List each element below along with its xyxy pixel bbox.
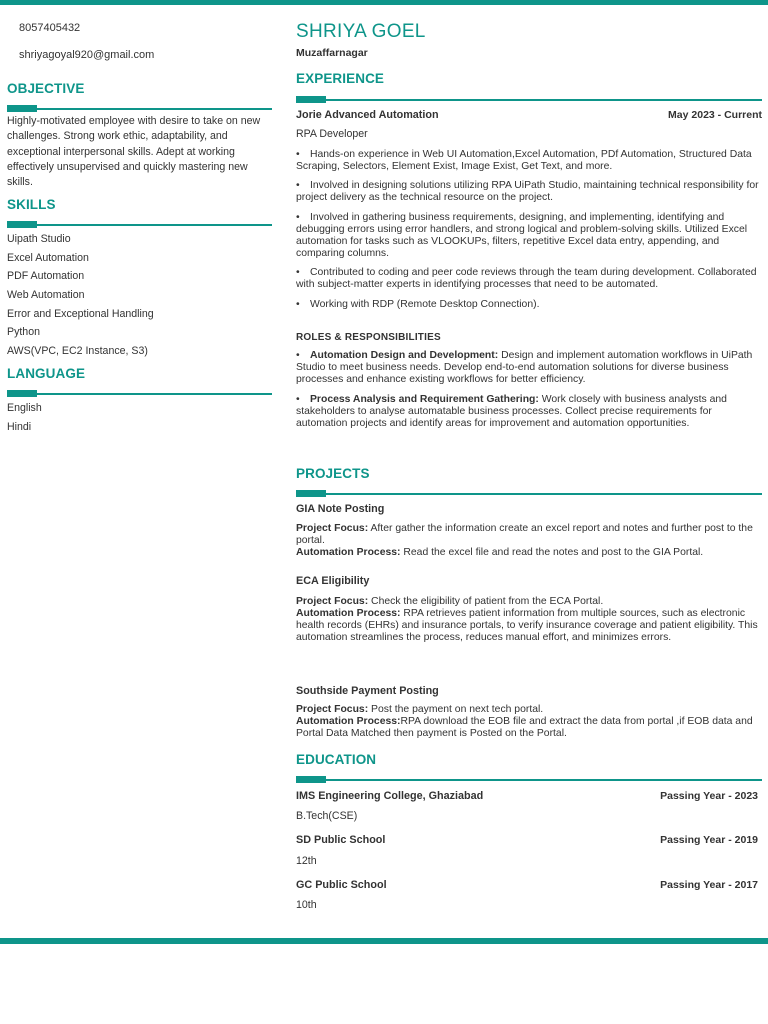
skills-title: SKILLS	[7, 197, 56, 212]
bullet-dot: •	[296, 299, 300, 310]
degree: 12th	[296, 855, 317, 867]
skills-rule	[7, 224, 272, 226]
role-text: Work closely with business analysts and stakeholders to analyse automatable business processes. Collect precise requirements for automation projects and identify areas for improvement and automation opportunities.	[296, 394, 727, 429]
language-title: LANGUAGE	[7, 366, 86, 381]
role-label: Process Analysis and Requirement Gathering:	[310, 394, 539, 405]
role-bullet	[296, 350, 760, 386]
project-focus-label: Project Focus:	[296, 596, 369, 607]
project-focus-text: After gather the information create an excel report and notes and further post to the portal.	[296, 523, 753, 546]
candidate-name: SHRIYA GOEL	[296, 21, 426, 42]
project-details	[296, 523, 760, 559]
language-item: Hindi	[7, 420, 32, 433]
bullet-text: Working with RDP (Remote Desktop Connection).	[310, 299, 540, 310]
bullet-text: Hands-on experience in Web UI Automation,Excel Automation, PDf Automation, Structured Data Scraping, Selectors, Element Exist, Image Exist, Get Text, and more.	[296, 149, 752, 172]
experience-bullet	[296, 149, 760, 173]
bullet-text: Contributed to coding and peer code reviews through the team during development. Collaborated with subject-matter experts in identifying processes that need to be automated.	[296, 267, 757, 290]
language-rule	[7, 393, 272, 395]
experience-bullet	[296, 180, 760, 204]
language-item: English	[7, 402, 42, 414]
role-text: Design and implement automation workflows in UiPath Studio to meet business needs. Develop end-to-end automation solutions for diverse business processes and enhance existing workflows for better efficiency.	[296, 350, 753, 385]
school-name: IMS Engineering College, Ghaziabad	[296, 790, 484, 802]
project-details	[296, 596, 760, 644]
school-name: SD Public School	[296, 834, 386, 846]
skill-item: AWS(VPC, EC2 Instance, S3)	[7, 345, 148, 358]
company-name: Jorie Advanced Automation	[296, 109, 439, 121]
bullet-dot: •	[296, 180, 300, 191]
project-focus-text: Post the payment on next tech portal.	[368, 704, 544, 715]
skill-item: Web Automation	[7, 289, 85, 302]
education-entry	[296, 834, 758, 846]
skill-item: PDF Automation	[7, 270, 85, 283]
objective-title: OBJECTIVE	[7, 81, 85, 96]
experience-rule	[296, 99, 762, 101]
education-entry	[296, 879, 758, 891]
skill-item: Python	[7, 326, 40, 339]
school-name: GC Public School	[296, 879, 387, 891]
objective-rule	[7, 108, 272, 110]
role-bullet	[296, 394, 760, 430]
roles-title: ROLES & RESPONSIBILITIES	[296, 332, 441, 343]
bottom-accent-bar	[0, 938, 768, 944]
email-address: shriyagoyal920@gmail.com	[19, 49, 155, 61]
experience-bullet	[296, 299, 760, 311]
project-focus-text: Check the eligibility of patient from the ECA Portal.	[368, 596, 604, 607]
experience-bullet	[296, 267, 760, 291]
top-accent-bar	[0, 0, 768, 5]
phone-number: 8057405432	[19, 22, 81, 34]
language-list	[7, 401, 42, 438]
bullet-text: Involved in gathering business requirements, designing, and implementing, identifying and debugging errors using error handlers, and strong logical and problem-solving skills. Utilized Excel automation for tasks such as VLOOKUPs, filters, repetitive Excel data entry, appending, and comparing columns.	[296, 212, 748, 259]
project-name: ECA Eligibility	[296, 575, 370, 587]
projects-rule	[296, 493, 762, 495]
project-details	[296, 704, 760, 740]
automation-process-text: Read the excel file and read the notes and post to the GIA Portal.	[400, 547, 704, 558]
bullet-dot: •	[296, 212, 300, 223]
bullet-text: Involved in designing solutions utilizing RPA UiPath Studio, maintaining technical responsibility for project delivery as the technical resource on the project.	[296, 180, 759, 203]
objective-text: Highly-motivated employee with desire to take on new challenges. Strong work ethic, adaptability, and exceptional interpersonal skills. Adept at working effectively unsupervised and quickly mastering new skills.	[7, 115, 261, 189]
experience-entry-header	[296, 109, 762, 121]
project-focus-label: Project Focus:	[296, 523, 369, 534]
role-label: Automation Design and Development:	[310, 350, 499, 361]
bullet-dot: •	[296, 394, 300, 405]
passing-year: Passing Year - 2017	[660, 879, 758, 891]
experience-title: EXPERIENCE	[296, 71, 385, 86]
skill-item: Uipath Studio	[7, 233, 71, 245]
degree: 10th	[296, 899, 317, 911]
skill-item: Error and Exceptional Handling	[7, 307, 154, 320]
passing-year: Passing Year - 2019	[660, 834, 758, 846]
project-name: GIA Note Posting	[296, 503, 385, 515]
automation-process-text: RPA download the EOB file and extract the data from portal ,if EOB data and Portal Data Matched then payment is Posted on the Portal.	[296, 716, 753, 739]
education-title: EDUCATION	[296, 752, 377, 767]
project-name: Southside Payment Posting	[296, 685, 439, 697]
projects-title: PROJECTS	[296, 466, 370, 481]
education-entry	[296, 790, 758, 802]
automation-process-text: RPA retrieves patient information from multiple sources, such as electronic health records (EHRs) and insurance portals, to verify insurance coverage and patient eligibility. This automation streamlines the process, reduces manual effort, and minimizes errors.	[296, 608, 758, 643]
project-focus-label: Project Focus:	[296, 704, 369, 715]
experience-bullet	[296, 212, 760, 260]
automation-process-label: Automation Process:	[296, 608, 401, 619]
skills-list	[7, 232, 154, 363]
job-role: RPA Developer	[296, 128, 368, 140]
automation-process-label: Automation Process:	[296, 716, 401, 727]
automation-process-label: Automation Process:	[296, 547, 401, 558]
employment-date: May 2023 - Current	[668, 109, 762, 121]
skill-item: Excel Automation	[7, 251, 89, 264]
bullet-dot: •	[296, 350, 300, 361]
degree: B.Tech(CSE)	[296, 810, 358, 822]
candidate-city: Muzaffarnagar	[296, 47, 368, 59]
passing-year: Passing Year - 2023	[660, 790, 758, 802]
education-rule	[296, 779, 762, 781]
bullet-dot: •	[296, 149, 300, 160]
bullet-dot: •	[296, 267, 300, 278]
